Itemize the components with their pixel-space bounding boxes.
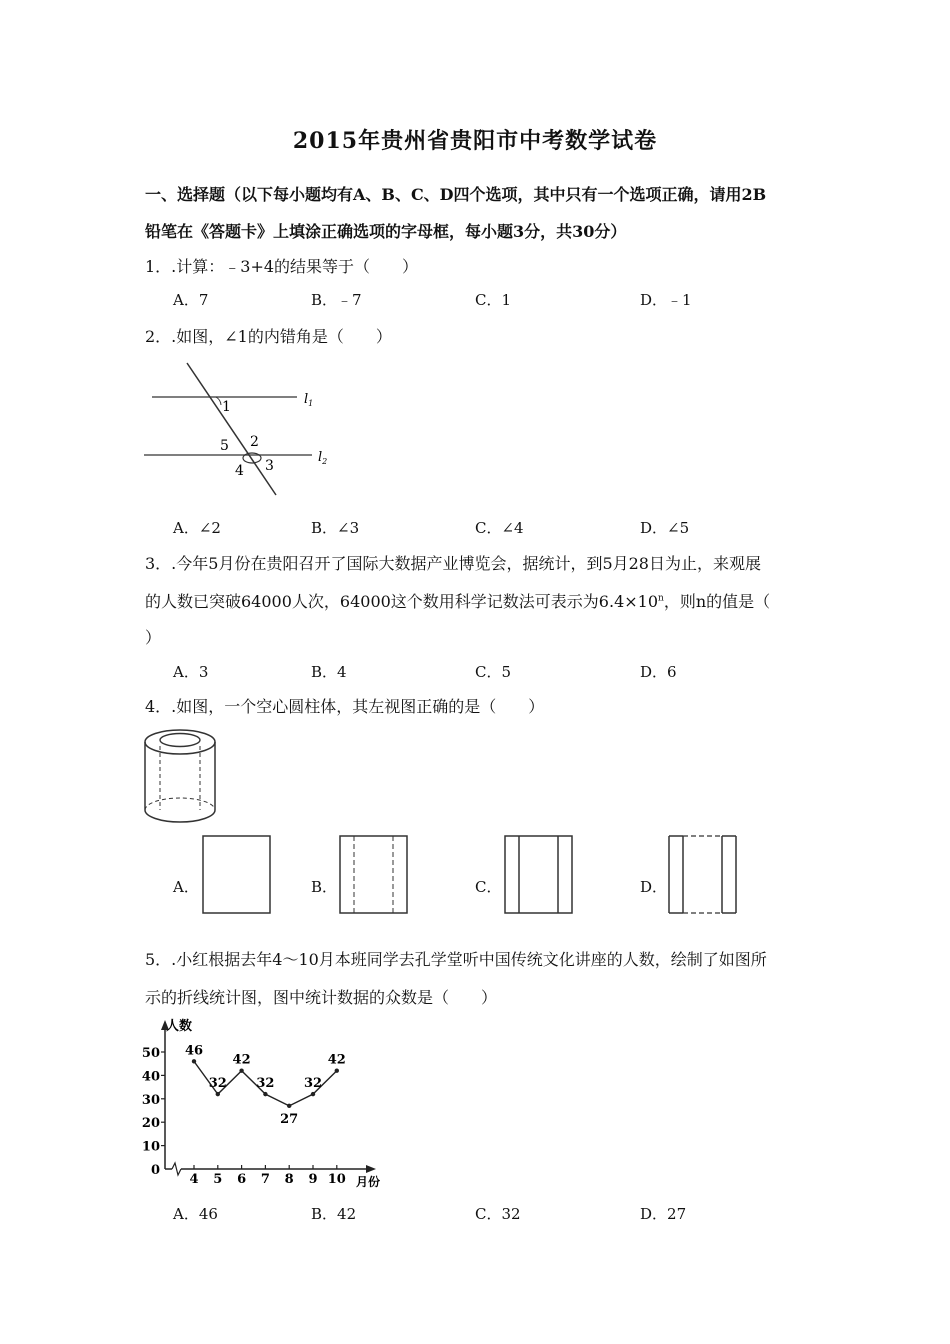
data-label-9: 32 bbox=[303, 1076, 323, 1092]
x-tick-label-7: 7 bbox=[260, 1172, 270, 1187]
question-5-line1: 5．.小红根据去年4～10月本班同学去孔学堂听中国传统文化讲座的人数，绘制了如图所 bbox=[145, 950, 767, 969]
x-tick-label-10: 10 bbox=[327, 1172, 346, 1187]
x-tick-label-4: 4 bbox=[189, 1172, 199, 1187]
x-tick-label-8: 8 bbox=[284, 1172, 294, 1187]
angle-label-4: 4 bbox=[235, 463, 244, 479]
q1-option-d[interactable]: D．﹣1 bbox=[640, 291, 692, 309]
q4-option-c[interactable]: C． bbox=[475, 878, 502, 896]
section-header-line1: 一、选择题（以下每小题均有A、B、C、D四个选项，其中只有一个选项正确，请用2B bbox=[145, 185, 767, 204]
q3-option-d[interactable]: D．6 bbox=[640, 663, 677, 681]
angle-label-1: 1 bbox=[222, 399, 231, 415]
data-label-4: 46 bbox=[184, 1043, 204, 1059]
q5-option-a[interactable]: A．46 bbox=[173, 1205, 218, 1223]
data-point-5 bbox=[216, 1092, 220, 1096]
question-4: 4．.如图，一个空心圆柱体，其左视图正确的是（ ） bbox=[145, 697, 545, 716]
angle-label-3: 3 bbox=[265, 458, 274, 474]
data-point-8 bbox=[287, 1104, 291, 1108]
y-tick-label-50: 50 bbox=[141, 1046, 160, 1061]
y-tick-label-40: 40 bbox=[141, 1069, 160, 1085]
x-tick-label-6: 6 bbox=[237, 1172, 247, 1187]
q4-option-d[interactable]: D． bbox=[640, 878, 668, 896]
q1-option-a[interactable]: A．7 bbox=[173, 291, 209, 309]
page-title: 2015年贵州省贵阳市中考数学试卷 bbox=[292, 128, 658, 154]
question-2: 2．.如图，∠1的内错角是（ ） bbox=[145, 327, 392, 346]
question-3-line1: 3．.今年5月份在贵阳召开了国际大数据产业博览会，据统计，到5月28日为止，来观展 bbox=[145, 554, 761, 573]
x-axis-break bbox=[172, 1163, 181, 1175]
y-tick-label-0: 0 bbox=[150, 1163, 160, 1178]
data-label-6: 42 bbox=[232, 1052, 251, 1068]
x-axis-arrow bbox=[366, 1165, 376, 1173]
question-5-line2: 示的折线统计图，图中统计数据的众数是（ ） bbox=[145, 988, 498, 1007]
question-1: 1．.计算：﹣3+4的结果等于（ ） bbox=[145, 257, 419, 276]
data-label-10: 42 bbox=[327, 1052, 346, 1068]
q2-option-b[interactable]: B．∠3 bbox=[311, 519, 360, 537]
q2-option-a[interactable]: A．∠2 bbox=[173, 519, 221, 537]
y-tick-label-10: 10 bbox=[141, 1139, 160, 1155]
q1-option-c[interactable]: C．1 bbox=[475, 291, 512, 309]
x-tick-label-5: 5 bbox=[213, 1172, 223, 1187]
q2-option-c[interactable]: C．∠4 bbox=[475, 519, 524, 537]
q3-option-c[interactable]: C．5 bbox=[475, 663, 512, 681]
line-label-l2: $l_2$ bbox=[318, 450, 328, 466]
angle-label-2: 2 bbox=[250, 434, 259, 450]
line-label-l1: $l_1$ bbox=[304, 392, 314, 408]
question-3-line2: 的人数已突破64000人次，64000这个数用科学记数法可表示为$6.4\times 10^n$，则n的值是（ bbox=[145, 592, 771, 611]
question-3-line3: ） bbox=[145, 628, 162, 647]
q5-option-d[interactable]: D．27 bbox=[640, 1205, 687, 1223]
q3-option-a[interactable]: A．3 bbox=[173, 663, 209, 681]
data-label-8: 27 bbox=[280, 1111, 299, 1127]
y-tick-label-30: 30 bbox=[141, 1092, 160, 1108]
data-point-6 bbox=[239, 1069, 243, 1073]
data-label-5: 32 bbox=[208, 1076, 227, 1092]
section-header-line2: 铅笔在《答题卡》上填涂正确选项的字母框，每小题3分，共30分） bbox=[145, 222, 627, 241]
data-point-7 bbox=[263, 1092, 267, 1096]
x-axis-label: 月份 bbox=[356, 1175, 381, 1189]
q4-option-a[interactable]: A． bbox=[173, 878, 199, 896]
data-point-4 bbox=[192, 1059, 196, 1063]
q5-option-c[interactable]: C．32 bbox=[475, 1205, 521, 1223]
data-point-9 bbox=[311, 1092, 315, 1096]
data-point-10 bbox=[335, 1069, 339, 1073]
x-tick-label-9: 9 bbox=[308, 1172, 318, 1187]
data-label-7: 32 bbox=[256, 1076, 275, 1092]
q5-option-b[interactable]: B．42 bbox=[311, 1205, 357, 1223]
q2-option-d[interactable]: D．∠5 bbox=[640, 519, 690, 537]
y-tick-label-20: 20 bbox=[141, 1116, 160, 1132]
q4-option-b[interactable]: B． bbox=[311, 878, 338, 896]
q3-option-b[interactable]: B．4 bbox=[311, 663, 347, 681]
y-axis-label: 人数 bbox=[166, 1019, 193, 1034]
angle-label-5: 5 bbox=[220, 438, 229, 454]
q1-option-b[interactable]: B．﹣7 bbox=[311, 291, 362, 309]
